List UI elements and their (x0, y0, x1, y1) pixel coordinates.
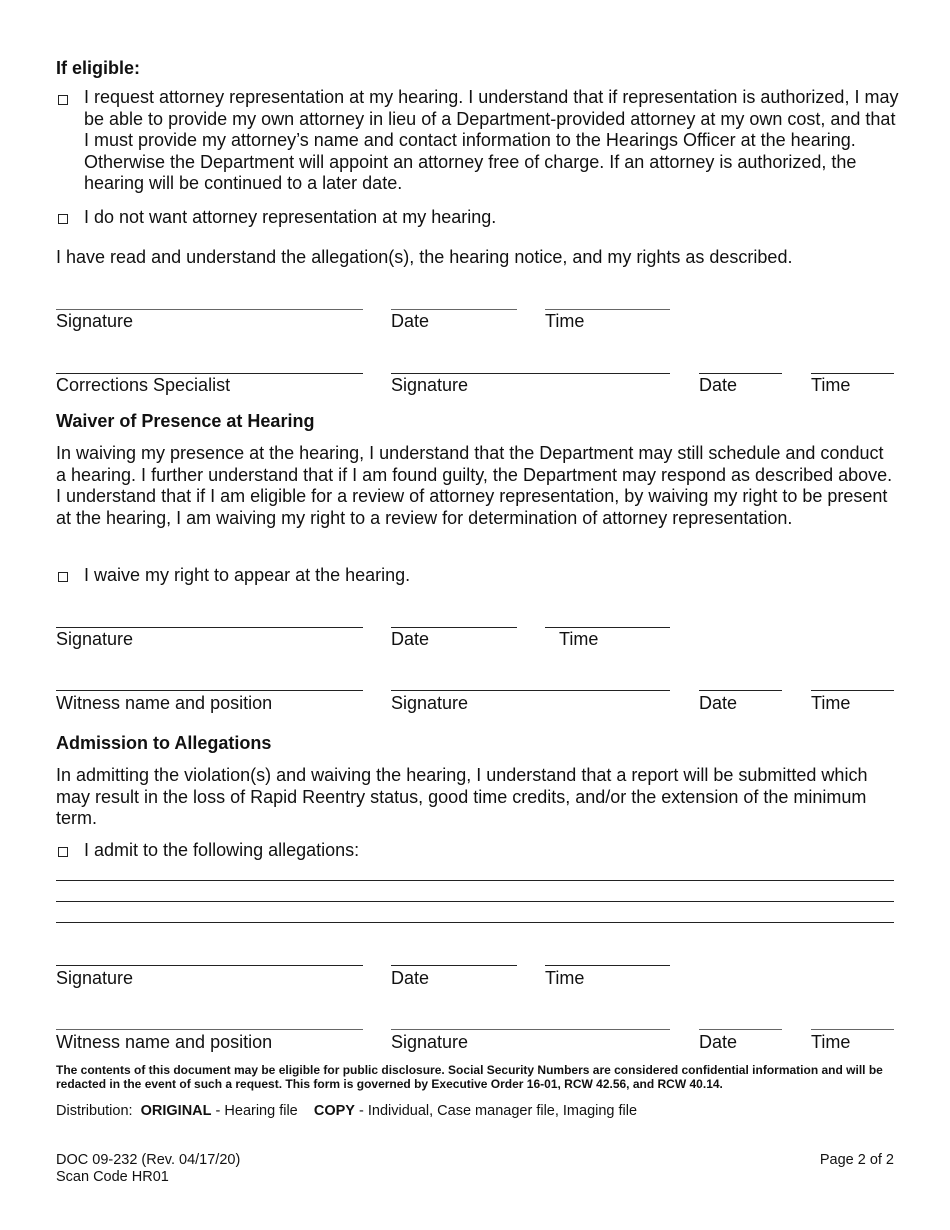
time-line[interactable] (545, 309, 670, 310)
admission-signature-line[interactable] (56, 965, 363, 966)
admission-time-line[interactable] (545, 965, 670, 966)
distribution-line (56, 1103, 637, 1120)
waiver-witness-signature-line[interactable] (391, 690, 670, 691)
admit-allegations-text: I admit to the following allegations: (84, 840, 360, 860)
specialist-date-label: Date (699, 375, 738, 395)
decline-attorney-text: I do not want attorney representation at my hearing. (84, 207, 497, 227)
admission-body: In admitting the violation(s) and waiving the hearing, I understand that a report will be submitted which may result in the loss of Rapid Reentry status, good time credits, and/or the extension of the minimum term. (56, 765, 868, 828)
allegations-line-2[interactable] (56, 901, 894, 902)
specialist-date-line[interactable] (699, 373, 782, 374)
waiver-witness-time-label: Time (811, 693, 851, 713)
date-label: Date (391, 311, 430, 331)
waiver-witness-signature-label: Signature (391, 693, 469, 713)
eligible-heading: If eligible: (56, 58, 141, 78)
admission-date-line[interactable] (391, 965, 517, 966)
allegations-line-1[interactable] (56, 880, 894, 881)
waiver-date-label: Date (391, 629, 430, 649)
waiver-witness-line[interactable] (56, 690, 363, 691)
distribution-original-text: - Hearing file (215, 1103, 298, 1119)
page-number: Page 2 of 2 (819, 1152, 894, 1168)
disclosure-notice: The contents of this document may be eligible for public disclosure. Social Security Numbers are considered confidential information and will be redacted in the event of such a request. This form is governed by Executive Order 16-01, RCW 42.56, and RCW 40.14. (56, 1063, 883, 1091)
waiver-heading: Waiver of Presence at Hearing (56, 411, 315, 431)
admission-witness-time-label: Time (811, 1032, 851, 1052)
waiver-witness-label: Witness name and position (56, 693, 273, 713)
distribution-label: Distribution: (56, 1103, 133, 1119)
admission-witness-signature-line[interactable] (391, 1029, 670, 1030)
admission-witness-time-line[interactable] (811, 1029, 894, 1030)
waiver-date-line[interactable] (391, 627, 517, 628)
decline-attorney-checkbox[interactable] (58, 214, 68, 224)
waiver-body: In waiving my presence at the hearing, I understand that the Department may still schedule and conduct a hearing. I further understand that if I am found guilty, the Department may respond as described above. I understand that if I am eligible for a review of attorney representation, by waiving my right to be present at the hearing, I am waiving my right to a review for determination of attorney representation. (56, 443, 893, 528)
waiver-signature-label: Signature (56, 629, 134, 649)
specialist-name-line[interactable] (56, 373, 363, 374)
specialist-label: Corrections Specialist (56, 375, 231, 395)
admission-time-label: Time (545, 968, 585, 988)
waiver-witness-time-line[interactable] (811, 690, 894, 691)
distribution-copy-text: - Individual, Case manager file, Imaging file (359, 1103, 638, 1119)
waiver-witness-date-label: Date (699, 693, 738, 713)
admission-date-label: Date (391, 968, 430, 988)
request-attorney-text: I request attorney representation at my hearing. I understand that if representation is authorized, I may be able to provide my own attorney in lieu of a Department-provided attorney at my own cost, and that I must provide my attorney’s name and contact information to the Hearings Officer at the hearing. Otherwise the Department will appoint an attorney free of charge. If an attorney is authorized, the hearing will be continued to a later date. (84, 87, 899, 193)
admission-witness-date-label: Date (699, 1032, 738, 1052)
admission-witness-label: Witness name and position (56, 1032, 273, 1052)
distribution-original-label: ORIGINAL (140, 1103, 212, 1119)
request-attorney-checkbox[interactable] (58, 95, 68, 105)
waive-appearance-text: I waive my right to appear at the hearing. (84, 565, 411, 585)
signature-line[interactable] (56, 309, 363, 310)
date-line[interactable] (391, 309, 517, 310)
waiver-signature-line[interactable] (56, 627, 363, 628)
admission-signature-label: Signature (56, 968, 134, 988)
waive-appearance-checkbox[interactable] (58, 572, 68, 582)
specialist-signature-label: Signature (391, 375, 469, 395)
acknowledgement-text: I have read and understand the allegation(s), the hearing notice, and my rights as described. (56, 247, 793, 267)
allegations-line-3[interactable] (56, 922, 894, 923)
specialist-time-label: Time (811, 375, 851, 395)
waiver-time-line[interactable] (545, 627, 670, 628)
time-label: Time (545, 311, 585, 331)
distribution-copy-label: COPY (313, 1103, 355, 1119)
waiver-time-label: Time (559, 629, 599, 649)
specialist-time-line[interactable] (811, 373, 894, 374)
admission-heading: Admission to Allegations (56, 733, 272, 753)
specialist-signature-line[interactable] (391, 373, 670, 374)
admission-witness-date-line[interactable] (699, 1029, 782, 1030)
waiver-witness-date-line[interactable] (699, 690, 782, 691)
scan-code: Scan Code HR01 (56, 1169, 169, 1185)
admission-witness-signature-label: Signature (391, 1032, 469, 1052)
admission-witness-line[interactable] (56, 1029, 363, 1030)
admit-allegations-checkbox[interactable] (58, 847, 68, 857)
signature-label: Signature (56, 311, 134, 331)
form-number: DOC 09-232 (Rev. 04/17/20) (56, 1152, 241, 1168)
